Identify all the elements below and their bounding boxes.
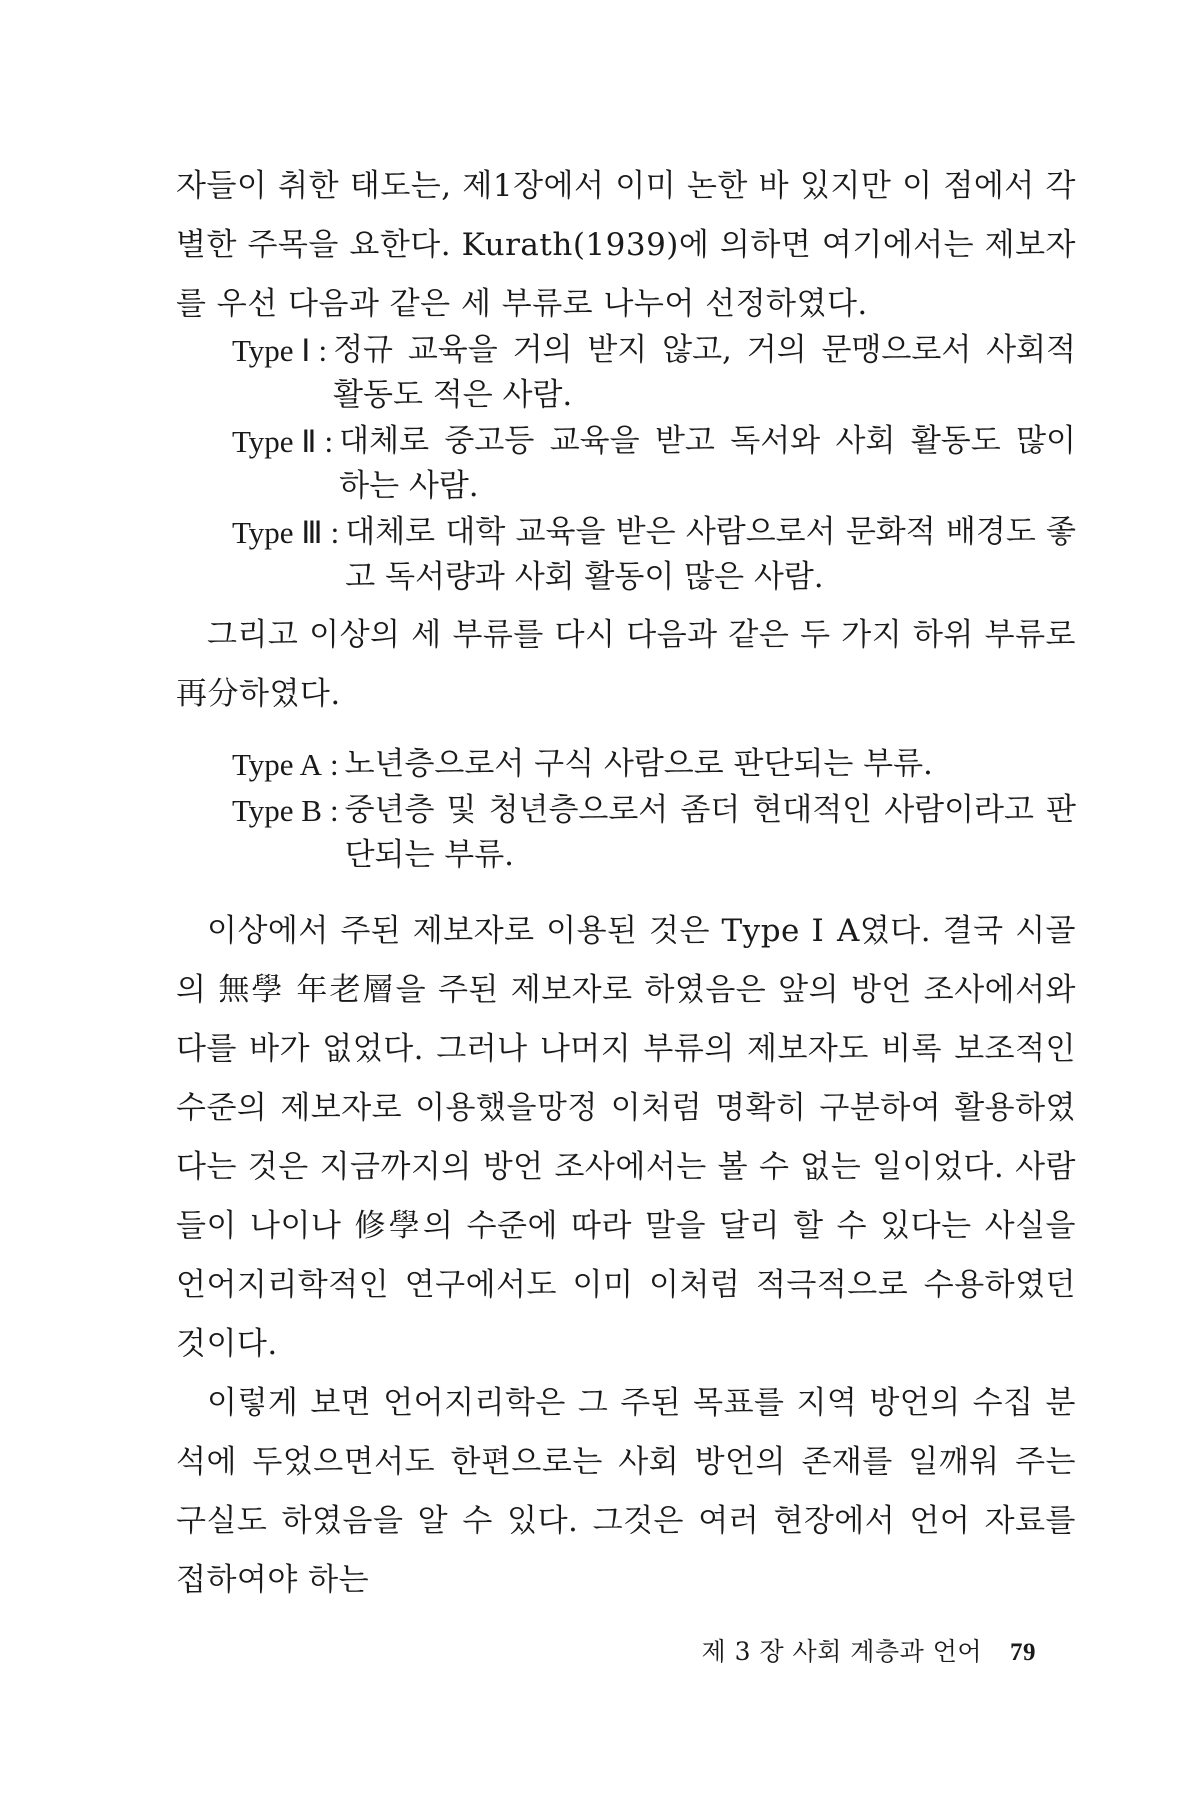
type-item [232, 510, 1076, 600]
paragraph-3: 이상에서 주된 제보자로 이용된 것은 Type Ⅰ A였다. 결국 시골의 無學 年老層을 주된 제보자로 하였음은 앞의 방언 조사에서와 다를 바가 없었다. 그러나 나머지 부류의 제보자도 비록 보조적인 수준의 제보자로 이용했을망정 이처럼 명확히 구분하여 활용하였다는 것은 지금까지의 방언 조사에서는 볼 수 없는 일이었다. 사람들이 나이나 修學의 수준에 따라 말을 달리 할 수 있다는 사실을 언어지리학적인 연구에서도 이미 이처럼 적극적으로 수용하였던 것이다. [176, 913, 1076, 1362]
intro-block [176, 157, 1076, 334]
type-label: Type Ⅲ [232, 515, 323, 550]
type-label: Type Ⅰ [232, 333, 311, 368]
type-list-secondary [232, 742, 1076, 879]
colon: : [318, 333, 328, 368]
middle-paragraph: 그리고 이상의 세 부류를 다시 다음과 같은 두 가지 하위 부류로 再分하였다. [176, 617, 1076, 712]
type-description: 대체로 중고등 교육을 받고 독서와 사회 활동도 많이 하는 사람. [339, 423, 1076, 504]
intro-paragraph: 자들이 취한 태도는, 제1장에서 이미 논한 바 있지만 이 점에서 각별한 주목을 요한다. Kurath(1939)에 의하면 여기에서는 제보자를 우선 다음과 같은 세 부류로 나누어 선정하였다. [176, 168, 1076, 322]
type-item [232, 419, 1076, 509]
colon: : [324, 424, 334, 459]
type-description: 중년층 및 청년층으로서 좀더 현대적인 사람이라고 판단되는 부류. [344, 792, 1076, 873]
type-list-primary [232, 328, 1076, 601]
colon: : [329, 747, 339, 782]
middle-block [176, 606, 1076, 724]
running-footer [702, 1632, 1037, 1668]
chapter-title: 제 3 장 사회 계층과 언어 [701, 1637, 982, 1666]
type-item [232, 328, 1076, 418]
page-number: 79 [1010, 1639, 1036, 1666]
type-item [232, 788, 1076, 878]
type-description: 대체로 대학 교육을 받은 사람으로서 문화적 배경도 좋고 독서량과 사회 활동이 많은 사람. [345, 514, 1076, 595]
colon: : [329, 793, 339, 828]
type-description: 정규 교육을 거의 받지 않고, 거의 문맹으로서 사회적 활동도 적은 사람. [333, 332, 1076, 413]
type-label: Type A [232, 747, 322, 782]
type-description: 노년층으로서 구식 사람으로 판단되는 부류. [344, 746, 933, 782]
type-label: Type Ⅱ [232, 424, 317, 459]
type-item [232, 742, 1076, 787]
body-block [176, 902, 1076, 1610]
type-label: Type B [232, 793, 322, 828]
colon: : [330, 515, 340, 550]
paragraph-4: 이렇게 보면 언어지리학은 그 주된 목표를 지역 방언의 수집 분석에 두었으면서도 한편으로는 사회 방언의 존재를 일깨워 주는 구실도 하였음을 알 수 있다. 그것은 여러 현장에서 언어 자료를 접하여야 하는 [176, 1385, 1076, 1598]
